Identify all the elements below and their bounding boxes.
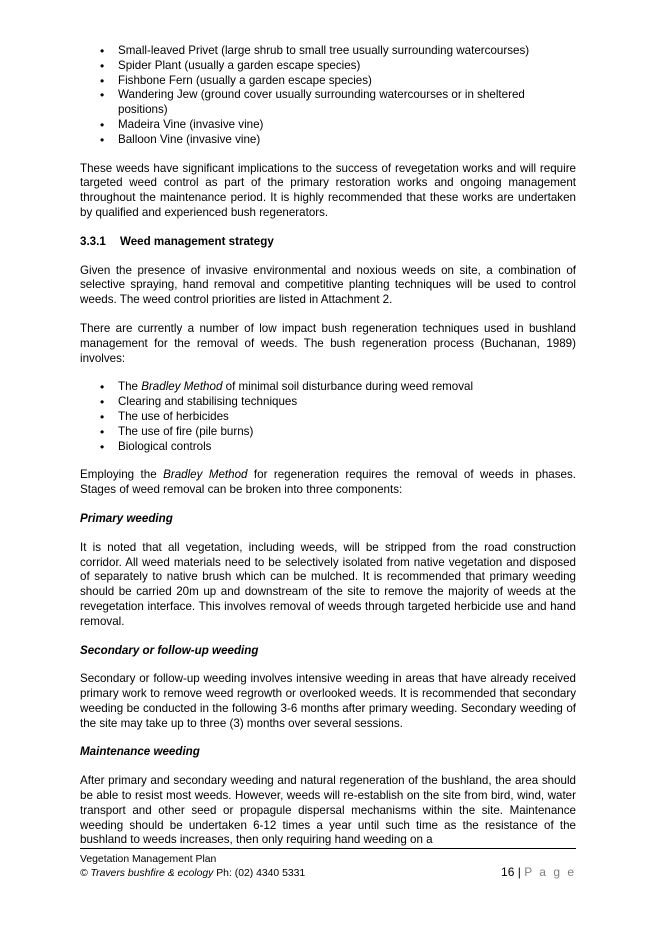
footer-doc-title: Vegetation Management Plan [80, 854, 217, 865]
maintenance-weeding-heading: Maintenance weeding [80, 745, 200, 759]
page-separator: | [514, 865, 525, 879]
paragraph-techniques: There are currently a number of low impact bush regeneration techniques used in bushland management for the removal of weeds. The bush regeneration process (Buchanan, 1989) involves: [80, 321, 576, 365]
bradley-method-emphasis: Bradley Method [163, 468, 248, 482]
paragraph-employing [80, 468, 576, 498]
list-item: • Small-leaved Privet (large shrub to small tree usually surrounding watercourses) [80, 44, 576, 59]
paragraph-text: Employing the [80, 468, 164, 482]
list-item: • Biological controls [80, 440, 576, 455]
list-item: • Wandering Jew (ground cover usually surrounding watercourses or in sheltered positions) [80, 88, 576, 118]
bradley-method-emphasis: Bradley Method [141, 380, 223, 394]
list-item: • Madeira Vine (invasive vine) [80, 118, 576, 133]
list-item: • Fishbone Fern (usually a garden escape species) [80, 74, 576, 89]
company-name: © Travers bushfire & ecology [80, 868, 214, 879]
primary-weeding-heading: Primary weeding [80, 511, 173, 525]
page-word: P a g e [524, 865, 576, 879]
footer-company [80, 867, 305, 880]
section-title: Weed management strategy [120, 234, 274, 248]
secondary-weeding-paragraph: Secondary or follow-up weeding involves intensive weeding in areas that have already received primary work to remove weed regrowth or overlooked weeds. It is recommended that secondary weeding be conducted in the following 3-6 months after primary weeding. Secondary weeding of the site may take up to three (3) months over several sessions. [80, 672, 576, 730]
paragraph-implications: These weeds have significant implications to the success of revegetation works and will require targeted weed control as part of the primary restoration works and ongoing management throughout the maintenance period. It is highly recommended that these works are undertaken by qualified and experienced bush regenerators. [80, 161, 576, 219]
section-heading [80, 235, 576, 250]
secondary-weeding-heading: Secondary or follow-up weeding [80, 643, 259, 657]
paragraph-text: for regeneration requires the removal of weeds in phases. Stages of weed removal can be broken into three components: [80, 468, 576, 497]
page-number-block [501, 866, 576, 879]
page-footer [80, 848, 576, 880]
list-item-text: The [118, 380, 142, 394]
list-item: • The use of fire (pile burns) [80, 425, 576, 440]
section-number: 3.3.1 [80, 234, 106, 248]
maintenance-weeding-paragraph: After primary and secondary weeding and natural regeneration of the bushland, the area should be able to resist most weeds. However, weeds will re-establish on the site from bird, wind, water transport and other seed or propagule dispersal mechanisms within the site. Maintenance weeding should be undertaken 6-12 times a year until such time as the resistance of the bushland to weeds increases, then only requiring hand weeding on a [80, 774, 576, 847]
list-item: • The use of herbicides [80, 410, 576, 425]
list-item: • Clearing and stabilising techniques [80, 395, 576, 410]
page-content [80, 44, 576, 848]
list-item [80, 380, 576, 395]
company-phone: Ph: (02) 4340 5331 [213, 868, 306, 879]
weed-species-list [80, 44, 576, 148]
list-item: • Balloon Vine (invasive vine) [80, 133, 576, 148]
paragraph-presence: Given the presence of invasive environmental and noxious weeds on site, a combination of selective spraying, hand removal and competitive planting techniques will be used to control weeds. The weed control priorities are listed in Attachment 2. [80, 263, 576, 307]
list-item-text: of minimal soil disturbance during weed removal [222, 380, 474, 394]
primary-weeding-paragraph: It is noted that all vegetation, including weeds, will be stripped from the road construction corridor. All weed materials need to be selectively isolated from native vegetation and disposed of separately to native brush which can be mulched. It is recommended that primary weeding should be carried 20m up and downstream of the site to remove the majority of weeds at the revegetation interface. This involves removal of weeds through targeted herbicide use and hand removal. [80, 540, 576, 628]
techniques-list [80, 380, 576, 454]
page-number: 16 [501, 865, 515, 879]
list-item: • Spider Plant (usually a garden escape species) [80, 59, 576, 74]
